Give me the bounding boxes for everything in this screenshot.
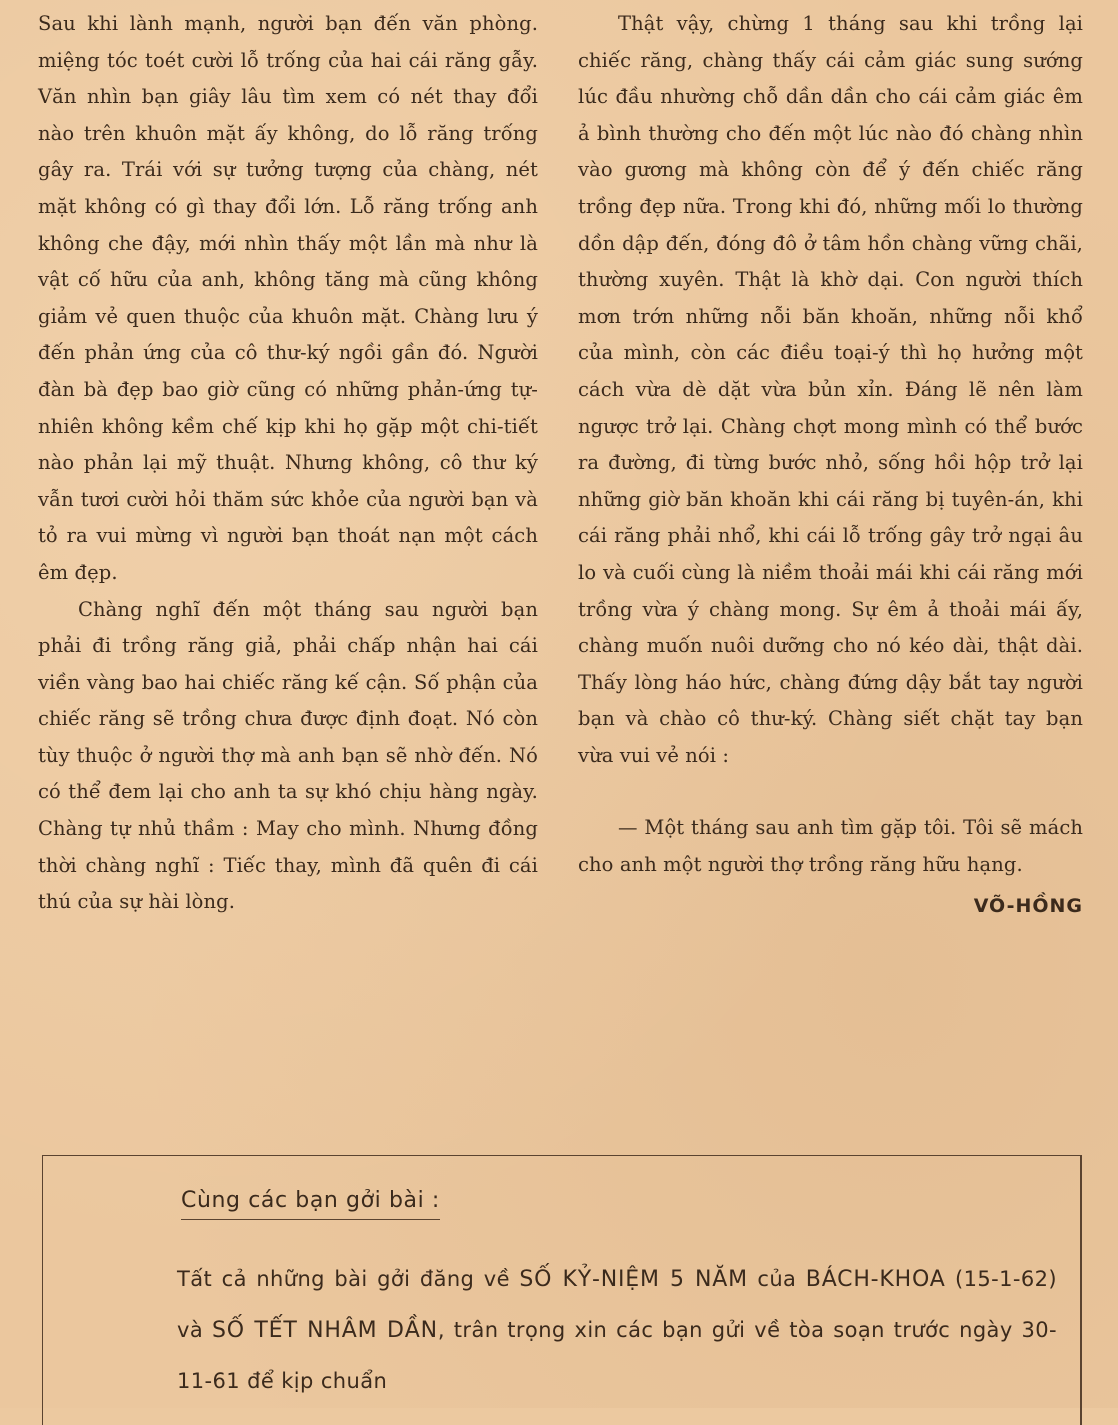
notice-heading: Cùng các bạn gởi bài :: [181, 1188, 440, 1220]
article-paragraph: Chàng nghĩ đến một tháng sau người bạn phải đi trồng răng giả, phải chấp nhận hai cái viền vàng bao hai chiếc răng kế cận. Số phận của chiếc răng sẽ trồng chưa được định đoạt. Nó còn tùy thuộc ở người thợ mà anh bạn sẽ nhờ đến. Nó có thể đem lại cho anh ta sự khó chịu hàng ngày. Chàng tự nhủ thầm : May cho mình. Nhưng đồng thời chàng nghĩ : Tiếc thay, mình đã quên đi cái thú của sự hài lòng.: [38, 597, 538, 914]
notice-text: Tất cả những bài gởi đăng về: [177, 1267, 520, 1291]
article-paragraph: Sau khi lành mạnh, người bạn đến văn phòng. miệng tóc toét cười lỗ trống của hai cái răng gẫy. Văn nhìn bạn giây lâu tìm xem có nét thay đổi nào trên khuôn mặt ấy không, do lỗ răng trống gây ra. Trái với sự tưởng tượng của chàng, nét mặt không có gì thay đổi lớn. Lỗ răng trống anh không che đậy, mới nhìn thấy một lần mà như là vật cố hữu của anh, không tăng mà cũng không giảm vẻ quen thuộc của khuôn mặt. Chàng lưu ý đến phản ứng của cô thư-ký ngồi gần đó. Người đàn bà đẹp bao giờ cũng có những phản-ứng tự-nhiên không kềm chế kịp khi họ gặp một chi-tiết nào phản lại mỹ thuật. Nhưng không, cô thư ký vẫn tươi cười hỏi thăm sức khỏe của người bạn và tỏ ra vui mừng vì người bạn thoát nạn một cách êm đẹp.: [38, 12, 538, 584]
submission-notice-box: [42, 1155, 1082, 1425]
article-paragraph: Thật vậy, chừng 1 tháng sau khi trồng lại chiếc răng, chàng thấy cái cảm giác sung sướng lúc đầu nhường chỗ dần dần cho cái cảm giác êm ả bình thường cho đến một lúc nào đó chàng nhìn vào gương mà không còn để ý đến chiếc răng trồng đẹp nữa. Trong khi đó, những mối lo thường dồn dập đến, đóng đô ở tâm hồn chàng vững chãi, thường xuyên. Thật là khờ dại. Con người thích mơn trớn những nỗi băn khoăn, những nỗi khổ của mình, còn các điều toại-ý thì họ hưởng một cách vừa dè dặt vừa bủn xỉn. Đáng lẽ nên làm ngược trở lại. Chàng chợt mong mình có thể bước ra đường, đi từng bước nhỏ, sống hồi hộp trở lại những giờ băn khoăn khi cái răng bị tuyên-án, khi cái răng phải nhổ, khi cái lỗ trống gây trở ngại âu lo và cuối cùng là niềm thoải mái khi cái răng mới trồng vừa ý chàng mong. Sự êm ả thoải mái ấy, chàng muốn nuôi dưỡng cho nó kéo dài, thật dài. Thấy lòng háo hức, chàng đứng dậy bắt tay người bạn và chào cô thư-ký. Chàng siết chặt tay bạn vừa vui vẻ nói :: [578, 12, 1083, 767]
notice-text: (15-1-62) và: [177, 1267, 1057, 1342]
signature-wrapper: [578, 888, 1083, 925]
notice-highlight-tet-issue: SỐ TẾT NHÂM DẦN: [211, 1318, 438, 1343]
article-right-column: [578, 6, 1083, 924]
notice-text: của: [747, 1267, 806, 1291]
notice-body: [177, 1254, 1057, 1407]
notice-text: , trân trọng xin các bạn gửi về tòa soạn trước ngày 30-11-61 để kịp chuẩn: [177, 1318, 1057, 1393]
notice-highlight-anniversary: SỐ KỶ-NIỆM 5 NĂM: [519, 1267, 748, 1292]
notice-highlight-magazine: BÁCH-KHOA: [805, 1267, 946, 1292]
article-left-column: [38, 6, 538, 921]
author-signature: VÕ-HỒNG: [973, 894, 1083, 917]
article-dialogue: — Một tháng sau anh tìm gặp tôi. Tôi sẽ mách cho anh một người thợ trồng răng hữu hạng.: [578, 816, 1083, 877]
